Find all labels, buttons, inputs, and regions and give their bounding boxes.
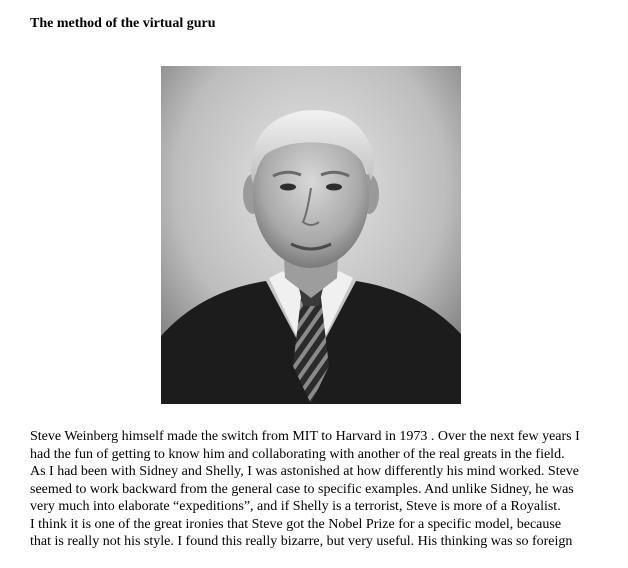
paragraph-line: had the fun of getting to know him and collaborating with another of the real greats in the field. — [30, 446, 565, 462]
paragraph-line: Steve Weinberg himself made the switch from MIT to Harvard in 1973 . Over the next few years I — [30, 429, 580, 444]
article-body — [30, 428, 626, 551]
portrait-photo — [161, 66, 461, 404]
article-title: The method of the virtual guru — [30, 16, 216, 31]
paragraph-line: that is really not his style. I found this really bizarre, but very useful. His thinking was so foreign — [30, 534, 573, 549]
paragraph-line: seemed to work backward from the general case to specific examples. And unlike Sidney, he was — [30, 481, 574, 497]
paragraph-line: I think it is one of the great ironies that Steve got the Nobel Prize for a specific model, because — [30, 516, 562, 532]
portrait-illustration — [161, 66, 461, 404]
paragraph-line: very much into elaborate “expeditions”, and if Shelly is a terrorist, Steve is more of a Royalist. — [30, 499, 561, 514]
paragraph-line: As I had been with Sidney and Shelly, I was astonished at how differently his mind worked. Steve — [30, 464, 580, 479]
